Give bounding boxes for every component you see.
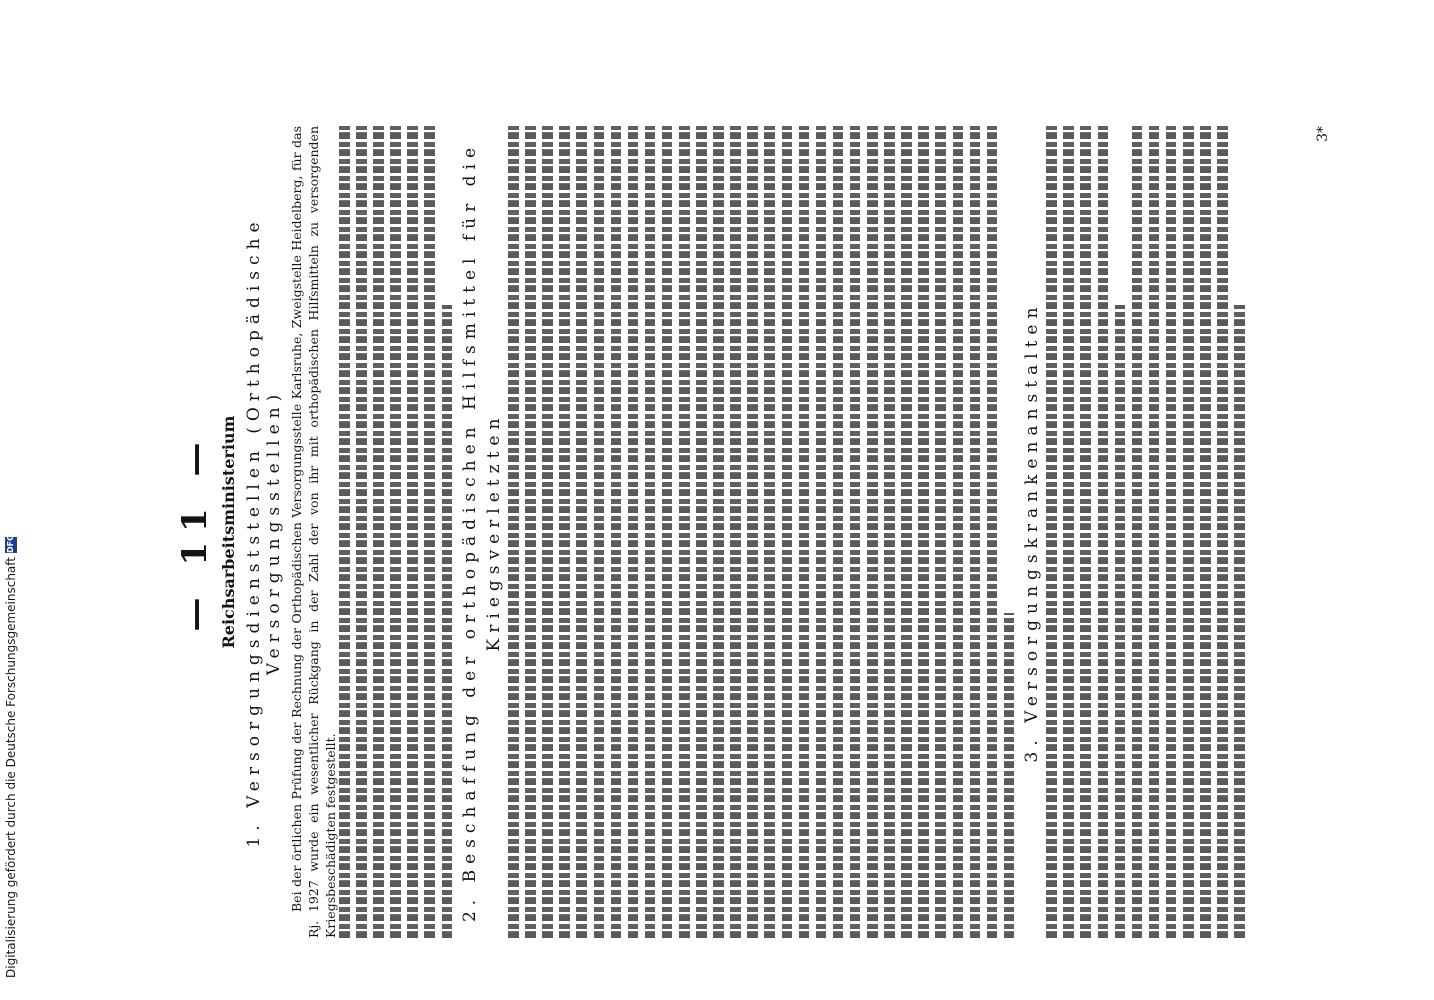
text-line [901, 126, 912, 938]
text-line [730, 126, 741, 938]
section-1-body-placeholder [339, 126, 452, 938]
section-3-body-placeholder [1046, 126, 1245, 938]
text-line [356, 126, 367, 938]
text-line [764, 126, 775, 938]
text-line [799, 126, 810, 938]
text-line [867, 126, 878, 938]
document-page [167, 92, 1331, 972]
page-number: — 11 — [175, 432, 215, 632]
text-line [1149, 126, 1160, 938]
text-line [970, 126, 981, 938]
text-line [987, 126, 998, 938]
text-line [424, 126, 435, 938]
text-line [1046, 126, 1057, 938]
text-line [782, 126, 793, 938]
dfg-logo: DFG [6, 534, 15, 553]
text-line [1115, 305, 1126, 938]
text-line [645, 126, 656, 938]
text-line [1200, 126, 1211, 938]
section-2-subtitle: Kriegsverletzten [484, 412, 505, 652]
text-line [373, 126, 384, 938]
text-line [508, 126, 519, 938]
text-line [953, 126, 964, 938]
text-line [1166, 126, 1177, 938]
text-line [390, 126, 401, 938]
text-line [576, 126, 587, 938]
digitization-credit [4, 2, 20, 992]
text-line [1217, 126, 1228, 938]
text-line [833, 126, 844, 938]
section-2-title: 2. Beschaffung der orthopädischen Hilfsmittel für die [460, 141, 481, 923]
text-line [816, 126, 827, 938]
text-line [594, 126, 605, 938]
text-line [662, 126, 673, 938]
section-1-title: 1. Versorgungsdienststellen (Orthopädische Versorgungsstellen) [244, 216, 284, 848]
text-line [1132, 126, 1143, 938]
text-line [1234, 305, 1245, 938]
text-line [525, 126, 536, 938]
text-line [611, 126, 622, 938]
ministry-heading: Reichsarbeitsministerium [219, 415, 238, 649]
text-line [918, 126, 929, 938]
text-line [747, 126, 758, 938]
text-line [696, 126, 707, 938]
text-line [1004, 613, 1015, 938]
text-line [884, 126, 895, 938]
text-line [442, 305, 453, 938]
text-line [850, 126, 861, 938]
credit-text: Digitalisierung gefördert durch die Deutsche Forschungsgemeinschaft [4, 556, 18, 978]
text-line [1183, 126, 1194, 938]
text-line [679, 126, 690, 938]
text-line [542, 126, 553, 938]
text-line [559, 126, 570, 938]
signature-mark: 3* [1315, 126, 1331, 142]
text-line [1080, 126, 1091, 938]
section-2-body-placeholder [508, 126, 1014, 938]
text-line [1098, 126, 1109, 938]
text-line [407, 126, 418, 938]
text-line [628, 126, 639, 938]
section-3-title: 3. Versorgungskrankenanstalten [1022, 301, 1043, 763]
text-line [713, 126, 724, 938]
section-1-paragraph-1: Bei der örtlichen Prüfung der Rechnung der Orthopädischen Versorgungsstelle Karlsruhe, Zweigstelle Heidelberg, für das Rj. 1927 wurde ein wesentlicher Rückgang in der Zahl der von ihr mit orthopädischen Hilfsmitteln zu versorgenden Kriegsbeschädigten festgestellt. [289, 126, 338, 938]
text-line [935, 126, 946, 938]
text-line [1063, 126, 1074, 938]
text-line [339, 126, 350, 938]
